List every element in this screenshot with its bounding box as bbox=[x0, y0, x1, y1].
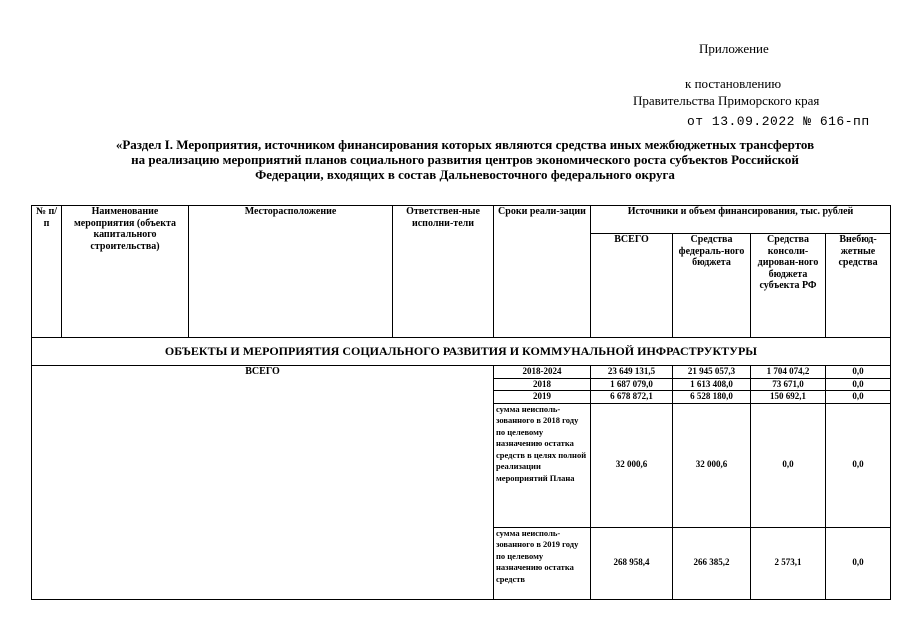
header-consolidated: Средства консоли-дирован-ного бюджета субъекта РФ bbox=[751, 234, 826, 338]
row-federal: 1 613 408,0 bbox=[673, 378, 751, 391]
row-federal: 6 528 180,0 bbox=[673, 391, 751, 404]
section-title: ОБЪЕКТЫ И МЕРОПРИЯТИЯ СОЦИАЛЬНОГО РАЗВИТИЯ И КОММУНАЛЬНОЙ ИНФРАСТРУКТУРЫ bbox=[32, 338, 891, 366]
title-line-1: «Раздел I. Мероприятия, источником финансирования которых являются средства иных межбюджетных трансфертов bbox=[115, 137, 815, 152]
title-line-3: Федерации, входящих в состав Дальневосточного федерального округа bbox=[255, 167, 675, 182]
row-consolidated: 150 692,1 bbox=[751, 391, 826, 404]
header-num: № п/ п bbox=[32, 206, 62, 338]
table-row bbox=[32, 366, 891, 379]
row-federal: 32 000,6 bbox=[673, 403, 751, 527]
total-label: ВСЕГО bbox=[32, 366, 494, 600]
header-sources: Источники и объем финансирования, тыс. рублей bbox=[591, 206, 891, 234]
row-period: сумма неисполь-зованного в 2018 году по целевому назначению остатка средств в целях полной реализации мероприятий Плана bbox=[494, 403, 591, 527]
row-extra: 0,0 bbox=[826, 366, 891, 379]
header-terms: Сроки реали-зации bbox=[494, 206, 591, 338]
row-period: 2019 bbox=[494, 391, 591, 404]
date-stamp: от 13.09.2022 № 616-пп bbox=[687, 114, 870, 129]
row-extra: 0,0 bbox=[826, 403, 891, 527]
resolution-label: к постановлению bbox=[685, 76, 782, 91]
row-consolidated: 1 704 074,2 bbox=[751, 366, 826, 379]
header-federal: Средства федераль-ного бюджета bbox=[673, 234, 751, 338]
row-period: 2018-2024 bbox=[494, 366, 591, 379]
row-extra: 0,0 bbox=[826, 378, 891, 391]
row-total: 23 649 131,5 bbox=[591, 366, 673, 379]
row-consolidated: 0,0 bbox=[751, 403, 826, 527]
header-location: Месторасположение bbox=[189, 206, 393, 338]
row-federal: 21 945 057,3 bbox=[673, 366, 751, 379]
government-label: Правительства Приморского края bbox=[633, 93, 820, 108]
row-consolidated: 2 573,1 bbox=[751, 527, 826, 599]
header-name: Наименование мероприятия (объекта капитального строительства) bbox=[62, 206, 189, 338]
row-total: 1 687 079,0 bbox=[591, 378, 673, 391]
row-consolidated: 73 671,0 bbox=[751, 378, 826, 391]
financing-table bbox=[31, 205, 891, 600]
row-total: 6 678 872,1 bbox=[591, 391, 673, 404]
appendix-label: Приложение bbox=[699, 41, 769, 56]
header-extra: Внебюд-жетные средства bbox=[826, 234, 891, 338]
row-extra: 0,0 bbox=[826, 527, 891, 599]
header-total: ВСЕГО bbox=[591, 234, 673, 338]
row-total: 268 958,4 bbox=[591, 527, 673, 599]
row-period: 2018 bbox=[494, 378, 591, 391]
row-total: 32 000,6 bbox=[591, 403, 673, 527]
row-federal: 266 385,2 bbox=[673, 527, 751, 599]
row-period: сумма неисполь-зованного в 2019 году по целевому назначению остатка средств bbox=[494, 527, 591, 599]
document-title bbox=[40, 137, 890, 182]
header-responsible: Ответствен-ные исполни-тели bbox=[393, 206, 494, 338]
row-extra: 0,0 bbox=[826, 391, 891, 404]
title-line-2: на реализацию мероприятий планов социального развития центров экономического роста субъектов Российской bbox=[131, 152, 799, 167]
